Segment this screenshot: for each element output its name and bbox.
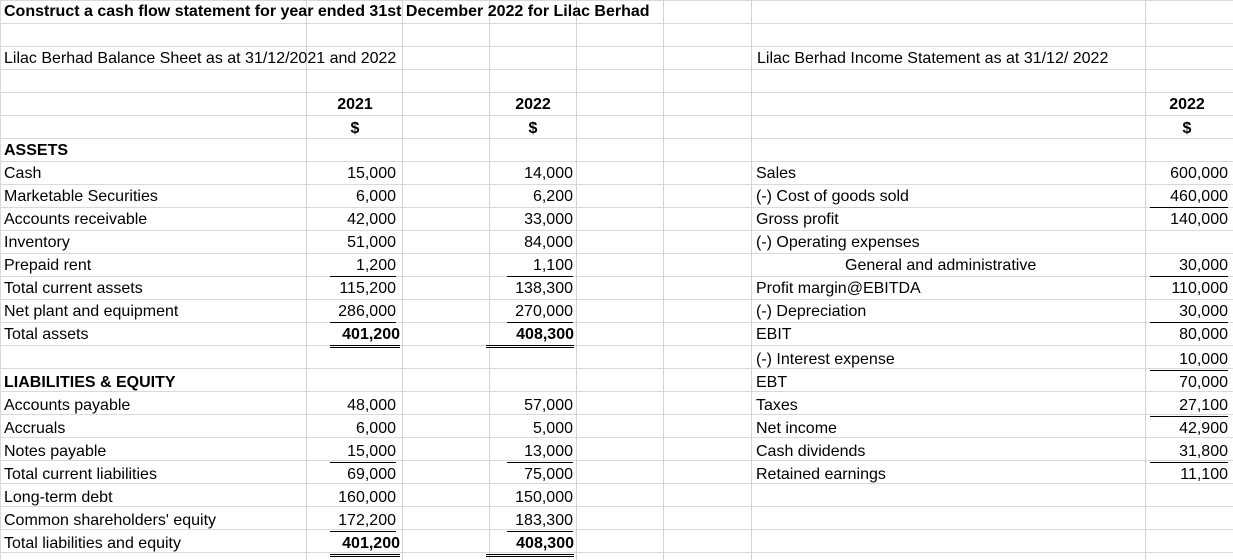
income-value: 30,000 bbox=[1150, 302, 1228, 323]
column-divider bbox=[576, 0, 577, 560]
column-divider bbox=[751, 0, 752, 560]
liability-value-2021: 160,000 bbox=[338, 489, 396, 506]
liability-value-2021: 48,000 bbox=[347, 397, 396, 414]
liability-value-2022: 150,000 bbox=[515, 489, 573, 506]
currency-2021: $ bbox=[350, 120, 360, 137]
liability-value-2021: 172,200 bbox=[330, 511, 396, 532]
asset-label: Net plant and equipment bbox=[4, 303, 179, 320]
income-value: 600,000 bbox=[1170, 165, 1228, 182]
income-label: Taxes bbox=[756, 397, 798, 414]
income-label: EBIT bbox=[756, 326, 792, 343]
liability-label: Total liabilities and equity bbox=[4, 535, 181, 552]
liability-value-2022: 183,300 bbox=[507, 511, 573, 532]
page-title: Construct a cash flow statement for year ended 31st December 2022 for Lilac Berhad bbox=[4, 3, 650, 20]
income-value: 27,100 bbox=[1150, 396, 1228, 417]
liability-label: Accruals bbox=[4, 420, 66, 437]
liability-label: Notes payable bbox=[4, 443, 107, 460]
liability-value-2021: 15,000 bbox=[330, 442, 396, 463]
asset-value-2021: 1,200 bbox=[330, 256, 396, 277]
asset-value-2021: 15,000 bbox=[347, 165, 396, 182]
income-label: (-) Depreciation bbox=[756, 303, 867, 320]
income-value: 460,000 bbox=[1150, 187, 1228, 208]
asset-label: Prepaid rent bbox=[4, 257, 92, 274]
liability-value-2022: 5,000 bbox=[532, 420, 573, 437]
asset-value-2021: 286,000 bbox=[330, 302, 396, 323]
liability-label: Accounts payable bbox=[4, 397, 131, 414]
income-label: Gross profit bbox=[756, 211, 839, 228]
asset-label: Total current assets bbox=[4, 280, 143, 297]
income-value: 42,900 bbox=[1179, 420, 1228, 437]
asset-value-2021: 115,200 bbox=[339, 280, 396, 297]
income-label: (-) Cost of goods sold bbox=[756, 188, 909, 205]
column-divider bbox=[402, 0, 403, 560]
liability-value-2022: 408,300 bbox=[486, 534, 574, 557]
income-statement-heading: Lilac Berhad Income Statement as at 31/12/ 2022 bbox=[757, 50, 1109, 67]
income-value: 110,000 bbox=[1171, 280, 1228, 297]
income-label: EBT bbox=[756, 374, 788, 391]
income-label: Retained earnings bbox=[756, 466, 886, 483]
income-label: General and administrative bbox=[845, 257, 1037, 274]
liabilities-heading: LIABILITIES & EQUITY bbox=[4, 374, 176, 391]
income-label: Sales bbox=[756, 165, 797, 182]
income-label: (-) Operating expenses bbox=[756, 234, 920, 251]
liability-value-2021: 6,000 bbox=[355, 420, 396, 437]
income-label: Net income bbox=[756, 420, 837, 437]
asset-value-2021: 6,000 bbox=[355, 188, 396, 205]
column-divider bbox=[306, 0, 307, 560]
asset-value-2022: 408,300 bbox=[486, 325, 574, 348]
asset-label: Inventory bbox=[4, 234, 70, 251]
is-col-2022-header: 2022 bbox=[1169, 96, 1205, 113]
income-value: 80,000 bbox=[1179, 326, 1228, 343]
asset-value-2022: 14,000 bbox=[524, 165, 573, 182]
liability-value-2022: 57,000 bbox=[524, 397, 573, 414]
column-divider bbox=[1145, 0, 1146, 560]
liability-value-2022: 75,000 bbox=[524, 466, 573, 483]
income-label: (-) Interest expense bbox=[756, 351, 895, 368]
income-label: Cash dividends bbox=[756, 443, 866, 460]
asset-label: Accounts receivable bbox=[4, 211, 148, 228]
column-divider bbox=[663, 0, 664, 560]
col-2022-header: 2022 bbox=[515, 96, 551, 113]
asset-value-2022: 138,300 bbox=[515, 280, 573, 297]
income-value: 10,000 bbox=[1150, 350, 1228, 371]
currency-2022: $ bbox=[528, 120, 538, 137]
liability-label: Long-term debt bbox=[4, 489, 113, 506]
col-2021-header: 2021 bbox=[337, 96, 373, 113]
asset-label: Cash bbox=[4, 165, 42, 182]
liability-value-2021: 401,200 bbox=[330, 534, 400, 557]
income-value: 70,000 bbox=[1179, 374, 1228, 391]
liability-value-2022: 13,000 bbox=[507, 442, 573, 463]
asset-value-2021: 401,200 bbox=[330, 325, 400, 348]
asset-value-2022: 6,200 bbox=[532, 188, 573, 205]
asset-label: Marketable Securities bbox=[4, 188, 158, 205]
asset-value-2022: 1,100 bbox=[507, 256, 573, 277]
balance-sheet-heading: Lilac Berhad Balance Sheet as at 31/12/2021 and 2022 bbox=[4, 50, 397, 67]
is-currency: $ bbox=[1182, 120, 1192, 137]
income-value: 31,800 bbox=[1150, 442, 1228, 463]
asset-value-2021: 51,000 bbox=[347, 234, 396, 251]
income-value: 30,000 bbox=[1150, 256, 1228, 277]
income-value: 11,100 bbox=[1180, 466, 1228, 483]
income-value: 140,000 bbox=[1170, 211, 1228, 228]
asset-value-2022: 270,000 bbox=[507, 302, 573, 323]
income-label: Profit margin@EBITDA bbox=[756, 280, 921, 297]
asset-value-2021: 42,000 bbox=[347, 211, 396, 228]
asset-label: Total assets bbox=[4, 326, 89, 343]
liability-value-2021: 69,000 bbox=[347, 466, 396, 483]
liability-label: Total current liabilities bbox=[4, 466, 157, 483]
assets-heading: ASSETS bbox=[4, 142, 69, 159]
asset-value-2022: 33,000 bbox=[524, 211, 573, 228]
liability-label: Common shareholders' equity bbox=[4, 512, 217, 529]
column-divider bbox=[489, 0, 490, 560]
asset-value-2022: 84,000 bbox=[524, 234, 573, 251]
